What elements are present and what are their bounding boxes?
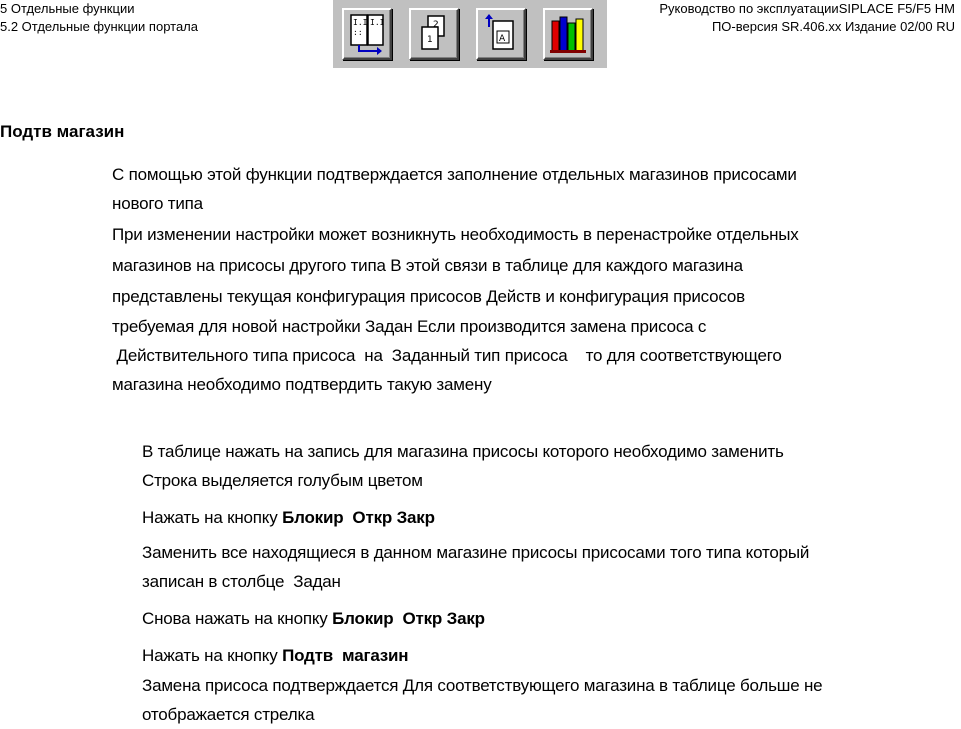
intro-line: нового типа [112,194,203,213]
document-page-icon [347,13,387,55]
software-version: ПО-версия SR.406.xx Издание 02/00 RU [711,19,955,34]
step-5-button-name: Подтв магазин [282,646,409,665]
intro-line: Действительного типа присоса на Заданный тип присоса то для соответствующего [112,346,782,365]
svg-text:I.I: I.I [370,18,385,27]
step-5 [142,641,408,670]
svg-text:I.I: I.I [353,18,368,27]
intro-line: При изменении настройки может возникнуть необходимость в перенастройке отдельных [112,225,799,244]
navigation-toolbar [333,0,607,68]
intro-line: магазинов на присосы другого типа В этой связи в таблице для каждого магазина [112,256,743,275]
step-5-text: Нажать на кнопку [142,646,283,665]
step-5-result: Замена присоса подтверждается Для соответствующего магазина в таблице больше не [142,676,823,695]
intro-line: С помощью этой функции подтверждается заполнение отдельных магазинов присосами [112,165,797,184]
step-3-note: записан в столбце Задан [142,572,341,591]
step-3-text: Заменить все находящиеся в данном магазине присосы присосами того типа который [142,543,810,562]
intro-line: представлены текущая конфигурация присосов Действ и конфигурация присосов [112,287,745,306]
svg-text:::: :: [353,28,363,37]
intro-line: магазина необходимо подтвердить такую замену [112,375,492,394]
toc-button[interactable] [342,8,392,60]
step-5-result-cont: отображается стрелка [142,705,315,724]
back-button[interactable] [476,8,526,60]
svg-text:A: A [499,34,506,44]
page-arrow-icon [481,13,521,55]
intro-line: требуемая для новой настройки Задан Если производится замена присоса с [112,317,707,336]
step-2-button-name: Блокир Откр Закр [282,508,435,527]
step-2 [142,503,435,532]
pages-button[interactable] [409,8,459,60]
section-subtitle: 5.2 Отдельные функции портала [0,19,198,34]
books-icon [548,13,588,55]
step-2-text: Нажать на кнопку [142,508,283,527]
section-title: Подтв магазин [0,122,125,141]
library-button[interactable] [543,8,593,60]
step-4-text: Снова нажать на кнопку [142,609,333,628]
step-1-text: В таблице нажать на запись для магазина присосы которого необходимо заменить [142,442,784,461]
copy-pages-icon [414,13,454,55]
chapter-title: 5 Отдельные функции [0,1,135,16]
svg-text:1: 1 [427,35,433,45]
svg-text:2: 2 [433,20,439,30]
step-1-note: Строка выделяется голубым цветом [142,471,423,490]
step-4 [142,604,485,633]
header-right [659,0,955,36]
header-left [0,0,198,36]
manual-title: Руководство по эксплуатацииSIPLACE F5/F5 HM [659,1,955,16]
step-4-button-name: Блокир Откр Закр [332,609,485,628]
